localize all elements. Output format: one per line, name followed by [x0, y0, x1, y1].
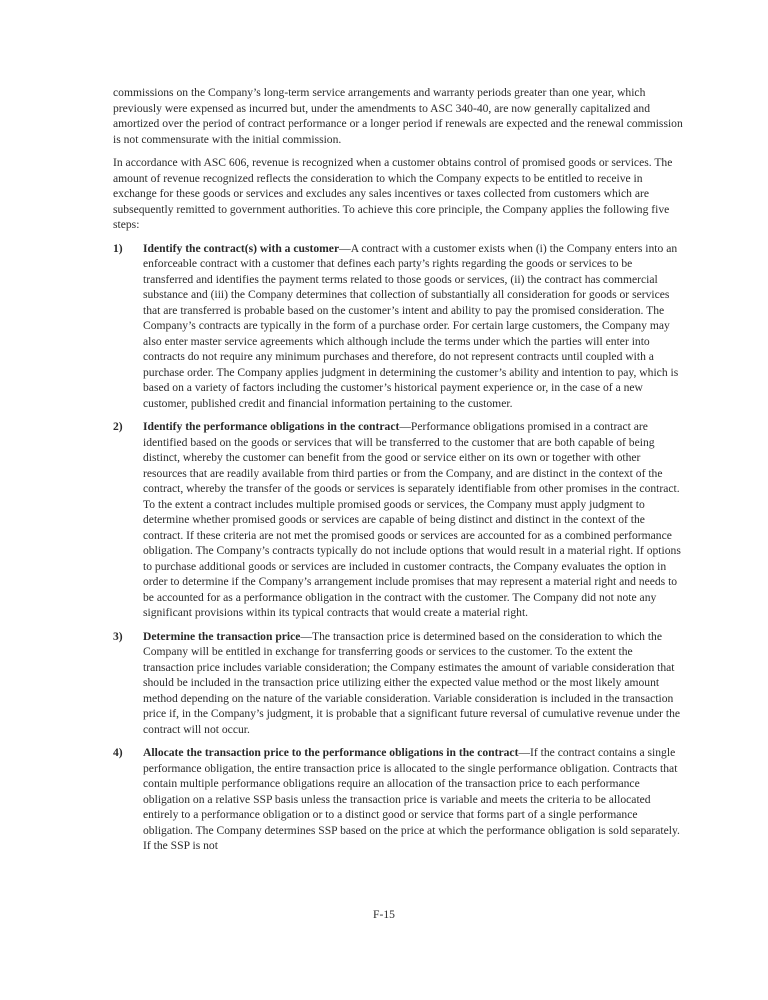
item-heading: Determine the transaction price: [143, 629, 301, 643]
list-item-step-3: [113, 629, 683, 738]
item-body: —The transaction price is determined based on the consideration to which the Company will be entitled in exchange for transferring goods or services to the customer. To the extent the transaction price includes variable consideration; the Company estimates the amount of variable consideration that should be included in the transaction price utilizing either the expected value method or the most likely amount method depending on the nature of the variable consideration. Variable consideration is included in the transaction price if, in the Company’s judgment, it is probable that a significant future reversal of cumulative revenue under the contract will not occur.: [143, 629, 681, 736]
item-number: 2): [113, 420, 123, 433]
item-heading: Identify the contract(s) with a customer: [143, 241, 340, 255]
item-text: [143, 745, 683, 854]
page-number: F-15: [373, 908, 395, 921]
list-item-step-4: [113, 745, 683, 854]
item-body: —If the contract contains a single performance obligation, the entire transaction price is allocated to the single performance obligation. Contracts that contain multiple performance obligations require an allocation of the transaction price to each performance obligation on a relative SSP basis unless the transaction price is variable and meets the criteria to be allocated entirely to a performance obligation or to a distinct good or service that forms part of a single performance obligation. The Company determines SSP based on the price at which the performance obligation is sold separately. If the SSP is not: [143, 746, 680, 852]
paragraph-commissions: commissions on the Company’s long-term service arrangements and warranty periods greater than one year, which previously were expensed as incurred but, under the amendments to ASC 340-40, are now generally capitalized and amortized over the period of contract performance or a longer period if renewals are expected and the renewal commission is not commensurate with the initial commission.: [113, 86, 683, 146]
paragraph-asc606-intro: In accordance with ASC 606, revenue is recognized when a customer obtains control of promised goods or services. The amount of revenue recognized reflects the consideration to which the Company expects to be entitled to receive in exchange for these goods or services and excludes any sales incentives or taxes collected from customers which are subsequently remitted to government authorities. To achieve this core principle, the Company applies the following five steps:: [113, 156, 673, 231]
item-text: [143, 629, 683, 738]
item-heading: Identify the performance obligations in the contract: [143, 420, 400, 433]
item-number: 4): [113, 746, 123, 759]
document-page: [113, 85, 683, 862]
item-heading: Allocate the transaction price to the performance obligations in the contract: [143, 746, 519, 759]
item-text: [143, 419, 683, 621]
item-text: [143, 241, 683, 412]
list-item-step-2: [113, 419, 683, 621]
list-item-step-1: [113, 241, 683, 412]
item-number: 1): [113, 241, 123, 255]
item-body: —A contract with a customer exists when (i) the Company enters into an enforceable contract with a customer that defines each party’s rights regarding the goods or services to be transferred and identifies the payment terms related to those goods or services, (ii) the contract has commercial substance and (iii) the Company determines that collection of substantially all consideration for goods or services that are transferred is probable based on the customer’s intent and ability to pay the promised consideration. The Company’s contracts are typically in the form of a purchase order. For certain large customers, the Company may also enter master service agreements which although include the terms under which the parties will enter into contracts do not require any minimum purchases and therefore, do not represent contracts until coupled with a purchase order. The Company applies judgment in determining the customer’s ability and intention to pay, which is based on a variety of factors including the customer’s historical payment experience or, in the case of a new customer, published credit and financial information pertaining to the customer.: [143, 241, 679, 410]
item-body: —Performance obligations promised in a contract are identified based on the goods or services that will be transferred to the customer that are both capable of being distinct, whereby the customer can benefit from the good or service either on its own or together with other resources that are readily available from third parties or from the Company, and are distinct in the context of the contract, whereby the transfer of the goods or services is separately identifiable from other promises in the contract. To the extent a contract includes multiple promised goods or services, the Company must apply judgment to determine whether promised goods or services are capable of being distinct and distinct in the context of the contract. If these criteria are not met the promised goods or services are accounted for as a combined performance obligation. The Company’s contracts typically do not include options that would result in a material right. If options to purchase additional goods or services are included in customer contracts, the Company evaluates the option in order to determine if the Company’s arrangement include promises that may represent a material right and needs to be accounted for as a performance obligation in the contract with the customer. The Company did not note any significant provisions within its typical contracts that would create a material right.: [143, 420, 681, 619]
item-number: 3): [113, 629, 123, 643]
